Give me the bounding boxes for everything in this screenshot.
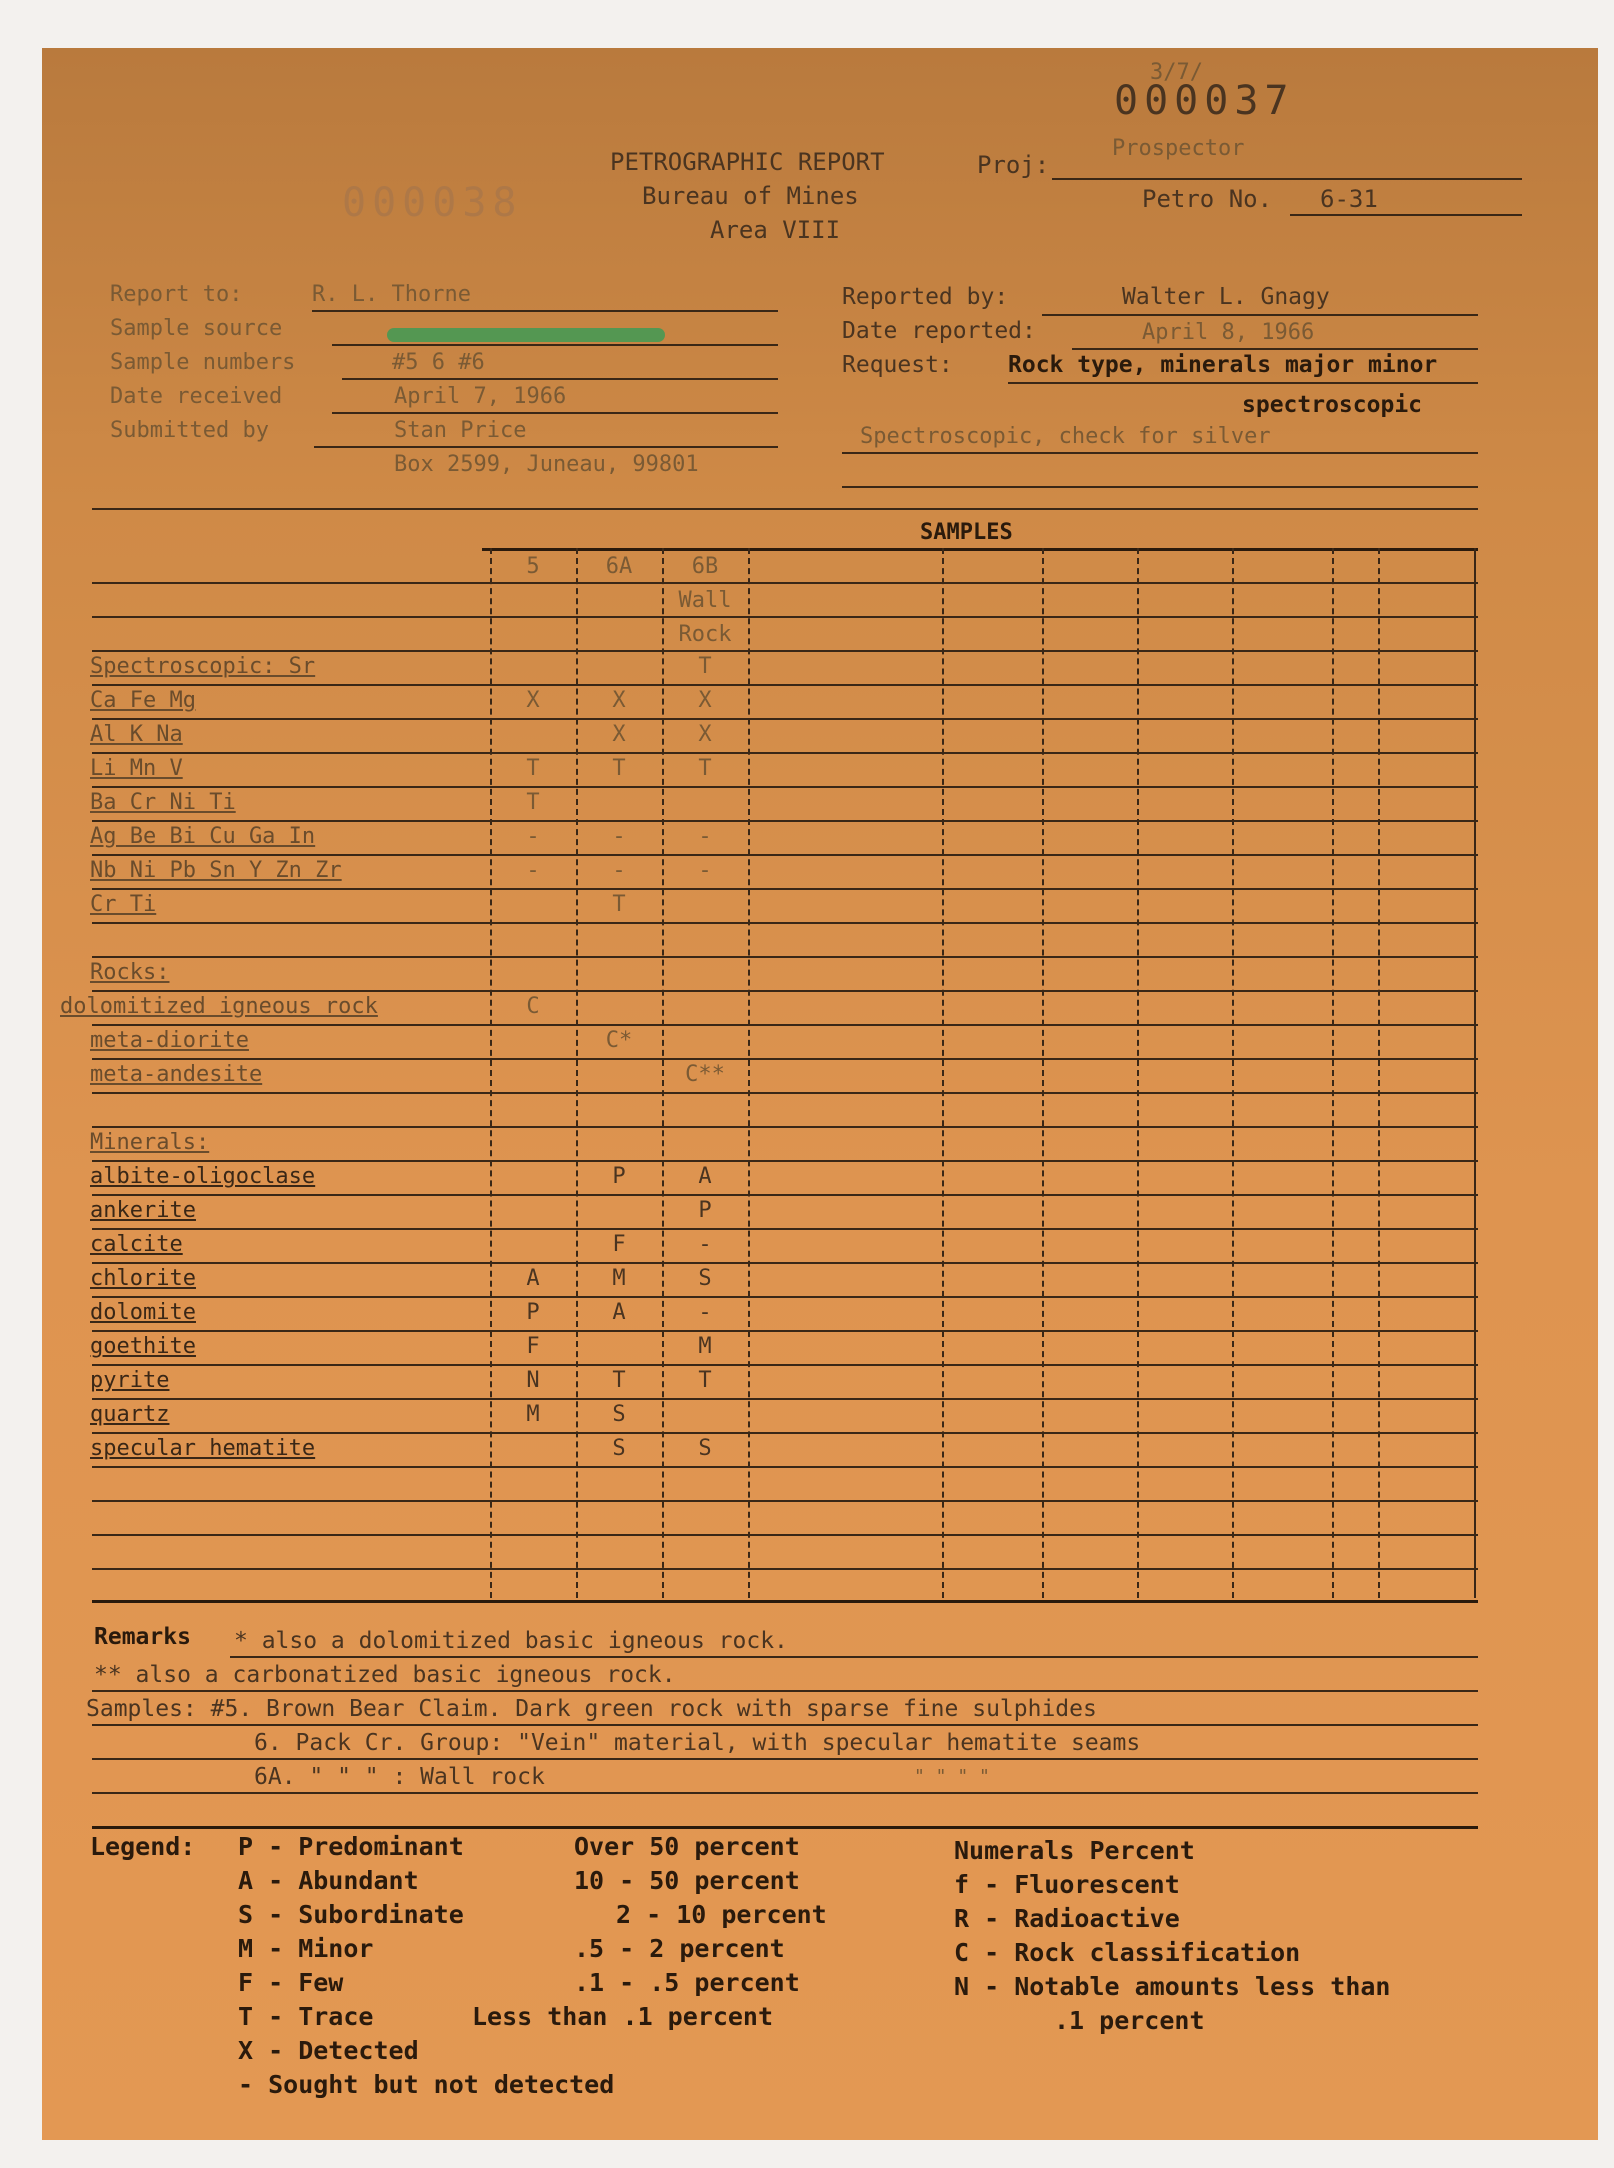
date-received-label: Date received	[110, 384, 283, 409]
row-label: Nb Ni Pb Sn Y Zn Zr	[90, 858, 342, 883]
cell-6b: -	[698, 1232, 712, 1257]
cell-6a: X	[612, 722, 626, 747]
proj-label: Proj:	[977, 151, 1050, 179]
cell-6b: S	[698, 1266, 712, 1291]
legend-range: Less than .1 percent	[472, 2002, 774, 2031]
legend-right-item: .1 percent	[1054, 2006, 1205, 2035]
remarks-line-4: 6. Pack Cr. Group: "Vein" material, with specular hematite seams	[254, 1730, 1141, 1756]
legend-range: .5 - 2 percent	[574, 1934, 785, 1963]
ghost-number: 000038	[342, 180, 523, 226]
cell-6b: A	[698, 1164, 712, 1189]
samples-heading: SAMPLES	[920, 520, 1013, 545]
cell-6a: T	[612, 756, 626, 781]
row-label: Spectroscopic: Sr	[90, 654, 316, 679]
legend-right-item: f - Fluorescent	[954, 1870, 1180, 1899]
row-label: Li Mn V	[90, 756, 183, 781]
area: Area VIII	[710, 216, 841, 244]
cell-6a: T	[612, 892, 626, 917]
col-sub-wall: Wall	[678, 588, 732, 613]
row-label: Ba Cr Ni Ti	[90, 790, 236, 815]
cell-6a: -	[612, 824, 626, 849]
sample-numbers-label: Sample numbers	[110, 350, 296, 375]
submitted-by-value: Stan Price	[394, 418, 527, 443]
cell-6a: F	[612, 1232, 626, 1257]
cell-5: P	[526, 1300, 540, 1325]
request-value-2: spectroscopic	[1242, 392, 1423, 418]
row-label: chlorite	[90, 1266, 196, 1291]
proj-value: Prospector	[1112, 136, 1245, 161]
cell-6b: X	[698, 722, 712, 747]
row-label: dolomitized igneous rock	[60, 994, 378, 1019]
row-label: ankerite	[90, 1198, 196, 1223]
report-to-value: R. L. Thorne	[312, 282, 471, 307]
cell-6a: M	[612, 1266, 626, 1291]
cell-5: -	[526, 824, 540, 849]
remarks-line-5-marks: " " " "	[914, 1766, 990, 1787]
cell-6a: S	[612, 1436, 626, 1461]
cell-5: T	[526, 756, 540, 781]
remarks-line-2: ** also a carbonatized basic igneous rock.	[94, 1662, 676, 1688]
row-label: pyrite	[90, 1368, 170, 1393]
row-label: goethite	[90, 1334, 196, 1359]
cell-6b: X	[698, 688, 712, 713]
row-label: specular hematite	[90, 1436, 316, 1461]
cell-6b: C**	[685, 1062, 725, 1087]
request-value-1: Rock type, minerals major minor	[1008, 352, 1438, 378]
cell-6b: M	[698, 1334, 712, 1359]
cell-5: A	[526, 1266, 540, 1291]
row-label: meta-diorite	[90, 1028, 249, 1053]
report-page	[42, 48, 1598, 2140]
request-value-3: Spectroscopic, check for silver	[860, 424, 1271, 449]
row-label: Rocks:	[90, 960, 170, 985]
cell-6b: T	[698, 1368, 712, 1393]
legend-right-item: R - Radioactive	[954, 1904, 1180, 1933]
legend-code: X - Detected	[238, 2036, 419, 2065]
cell-5: M	[526, 1402, 540, 1427]
legend-code: - Sought but not detected	[238, 2070, 615, 2099]
sample-source-label: Sample source	[110, 316, 283, 341]
row-label: dolomite	[90, 1300, 196, 1325]
remarks-line-5: 6A. " " " : Wall rock	[254, 1764, 545, 1790]
sample-numbers-value: #5 6 #6	[392, 350, 485, 375]
report-to-label: Report to:	[110, 282, 243, 307]
cell-6b: T	[698, 756, 712, 781]
legend-right-item: Numerals Percent	[954, 1836, 1195, 1865]
row-label: Ag Be Bi Cu Ga In	[90, 824, 316, 849]
legend-code: P - Predominant	[238, 1832, 464, 1861]
date-reported-label: Date reported:	[842, 318, 1036, 344]
legend-code: A - Abundant	[238, 1866, 419, 1895]
cell-5: N	[526, 1368, 540, 1393]
legend-code: F - Few	[238, 1968, 344, 1997]
cell-6b: S	[698, 1436, 712, 1461]
date-reported-value: April 8, 1966	[1142, 320, 1315, 345]
row-label: Cr Ti	[90, 892, 157, 917]
cell-6a: A	[612, 1300, 626, 1325]
row-label: quartz	[90, 1402, 170, 1427]
doc-number: 000037	[1114, 78, 1295, 124]
cell-5: X	[526, 688, 540, 713]
cell-6b: P	[698, 1198, 712, 1223]
agency: Bureau of Mines	[642, 182, 859, 210]
cell-6b: -	[698, 1300, 712, 1325]
report-title: PETROGRAPHIC REPORT	[610, 148, 885, 176]
cell-6a: X	[612, 688, 626, 713]
remarks-label: Remarks	[94, 1624, 191, 1650]
cell-5: F	[526, 1334, 540, 1359]
cell-5: T	[526, 790, 540, 815]
reported-by-label: Reported by:	[842, 284, 1009, 310]
legend-range: 2 - 10 percent	[616, 1900, 827, 1929]
cell-6b: T	[698, 654, 712, 679]
col-header-6a: 6A	[605, 554, 633, 579]
col-header-5: 5	[526, 554, 540, 579]
row-label: calcite	[90, 1232, 183, 1257]
remarks-line-3: Samples: #5. Brown Bear Claim. Dark green rock with sparse fine sulphides	[86, 1696, 1097, 1722]
cell-6a: P	[612, 1164, 626, 1189]
cell-6a: C*	[605, 1028, 633, 1053]
remarks-line-1: * also a dolomitized basic igneous rock.	[234, 1628, 788, 1654]
reported-by-value: Walter L. Gnagy	[1122, 284, 1330, 310]
row-label: Minerals:	[90, 1130, 210, 1155]
legend-range: .1 - .5 percent	[574, 1968, 800, 1997]
legend-right-item: N - Notable amounts less than	[954, 1972, 1391, 2001]
cell-6a: -	[612, 858, 626, 883]
legend-code: M - Minor	[238, 1934, 374, 1963]
cell-6a: S	[612, 1402, 626, 1427]
col-header-6b: 6B	[691, 554, 719, 579]
cell-6b: -	[698, 824, 712, 849]
doc-number-small: 3/7/	[1150, 60, 1203, 85]
address: Box 2599, Juneau, 99801	[394, 452, 699, 477]
legend-range: 10 - 50 percent	[574, 1866, 800, 1895]
petro-label: Petro No.	[1142, 185, 1273, 213]
petro-value: 6-31	[1320, 185, 1378, 213]
date-received-value: April 7, 1966	[394, 384, 567, 409]
cell-6a: T	[612, 1368, 626, 1393]
col-sub-rock: Rock	[678, 622, 732, 647]
row-label: meta-andesite	[90, 1062, 263, 1087]
legend-label: Legend:	[90, 1832, 196, 1861]
cell-5: C	[526, 994, 540, 1019]
highlighted-source	[387, 328, 665, 342]
legend-range: Over 50 percent	[574, 1832, 800, 1861]
legend-right-item: C - Rock classification	[954, 1938, 1301, 1967]
submitted-by-label: Submitted by	[110, 418, 269, 443]
cell-5: -	[526, 858, 540, 883]
request-label: Request:	[842, 352, 953, 378]
row-label: albite-oligoclase	[90, 1164, 316, 1189]
legend-code: T - Trace	[238, 2002, 374, 2031]
row-label: Ca Fe Mg	[90, 688, 196, 713]
cell-6b: -	[698, 858, 712, 883]
row-label: Al K Na	[90, 722, 183, 747]
legend-code: S - Subordinate	[238, 1900, 464, 1929]
